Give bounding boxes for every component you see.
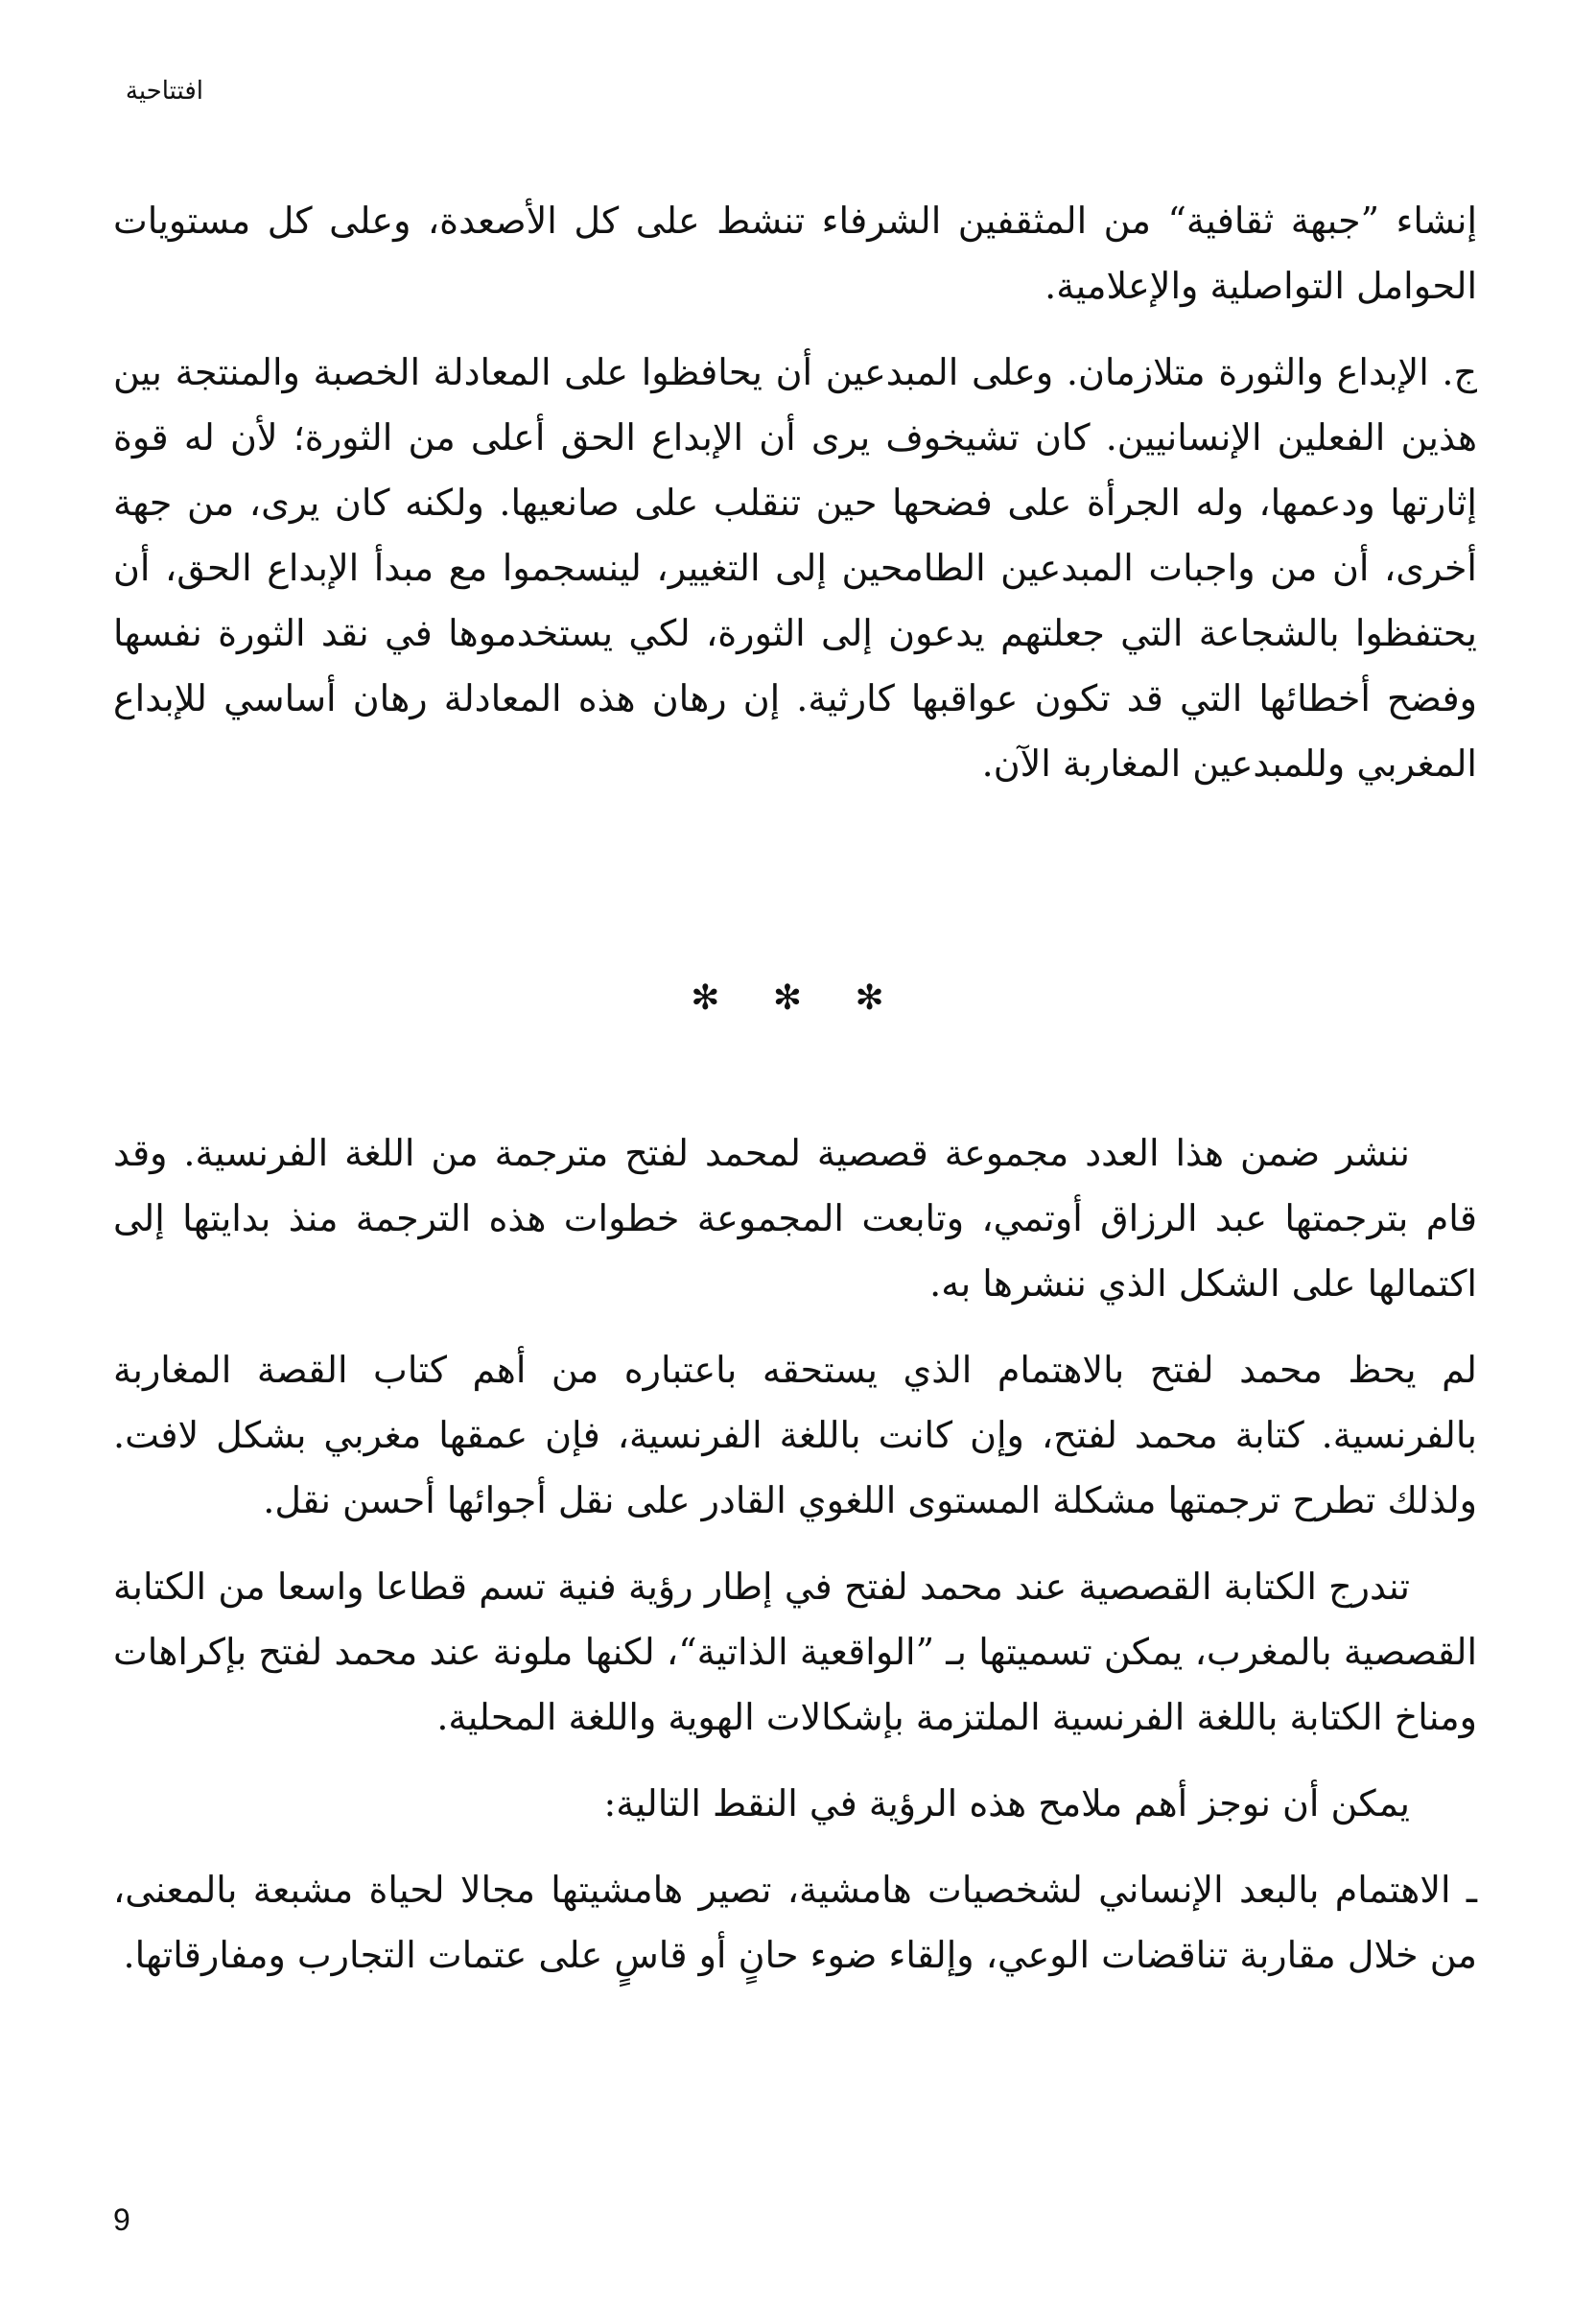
- section-two: [113, 1120, 1477, 1988]
- paragraph: ـ الاهتمام بالبعد الإنساني لشخصيات هامشية، تصير هامشيتها مجالا لحياة مشبعة بالمعنى، من خلال مقاربة تناقضات الوعي، وإلقاء ضوء حانٍ أو قاسٍ على عتمات التجارب ومفارقاتها.: [113, 1869, 1477, 1976]
- paragraph: تندرج الكتابة القصصية عند محمد لفتح في إطار رؤية فنية تسم قطاعا واسعا من الكتابة القصصية بالمغرب، يمكن تسميتها بـ ”الواقعية الذاتية“، لكنها ملونة عند محمد لفتح بإكراهات ومناخ الكتابة باللغة الفرنسية الملتزمة بإشكالات الهوية واللغة المحلية.: [113, 1565, 1477, 1738]
- paragraph: لم يحظ محمد لفتح بالاهتمام الذي يستحقه باعتباره من أهم كتاب القصة المغاربة بالفرنسية. كتابة محمد لفتح، وإن كانت باللغة الفرنسية، فإن عمقها مغربي بشكل لافت. ولذلك تطرح ترجمتها مشكلة المستوى اللغوي القادر على نقل أجوائها أحسن نقل.: [113, 1349, 1477, 1521]
- paragraph: ج. الإبداع والثورة متلازمان. وعلى المبدعين أن يحافظوا على المعادلة الخصبة والمنتجة بين هذين الفعلين الإنسانيين. كان تشيخوف يرى أن الإبداع الحق أعلى من الثورة؛ لأن له قوة إثارتها ودعمها، وله الجرأة على فضحها حين تنقلب على صانعيها. ولكنه كان يرى، من جهة أخرى، أن من واجبات المبدعين الطامحين إلى التغيير، لينسجموا مع مبدأ الإبداع الحق، أن يحتفظوا بالشجاعة التي جعلتهم يدعون إلى الثورة، لكي يستخدموها في نقد الثورة نفسها وفضح أخطائها التي قد تكون عواقبها كارثية. إن رهان هذه المعادلة رهان أساسي للإبداع المغربي وللمبدعين المغاربة الآن.: [113, 351, 1477, 785]
- page-number: 9: [113, 2202, 130, 2237]
- running-title: افتتاحية: [125, 77, 203, 106]
- section-separator: ✻ ✻ ✻: [691, 978, 905, 1018]
- section-one: [113, 188, 1477, 796]
- paragraph: إنشاء ”جبهة ثقافية“ من المثقفين الشرفاء تنشط على كل الأصعدة، وعلى كل مستويات الحوامل التواصلية والإعلامية.: [113, 200, 1477, 307]
- paragraph: يمكن أن نوجز أهم ملامح هذه الرؤية في النقط التالية:: [603, 1782, 1410, 1824]
- paragraph: ننشر ضمن هذا العدد مجموعة قصصية لمحمد لفتح مترجمة من اللغة الفرنسية. وقد قام بترجمتها عبد الرزاق أوتمي، وتابعت المجموعة خطوات هذه الترجمة منذ بدايتها إلى اكتمالها على الشكل الذي ننشرها به.: [113, 1132, 1477, 1305]
